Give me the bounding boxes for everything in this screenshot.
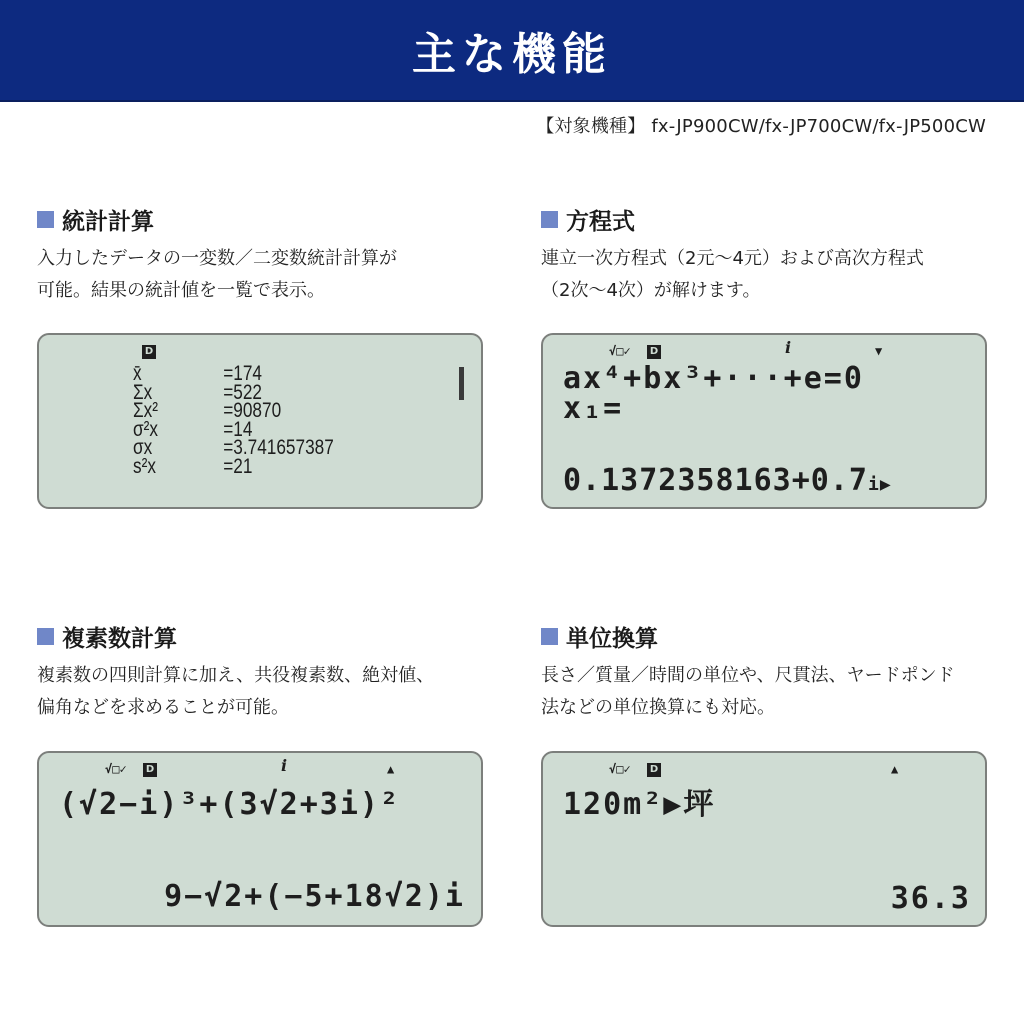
feature-equations xyxy=(541,203,991,307)
square-bullet-icon xyxy=(541,211,558,228)
calculator-screen-unit-conversion xyxy=(541,751,987,927)
scrollbar xyxy=(459,367,464,400)
degree-mode-indicator: D xyxy=(647,763,661,777)
feature-description: 複素数の四則計算に加え、共役複素数、絶対値、 偏角などを求めることが可能。 xyxy=(37,665,435,718)
complex-indicator: i xyxy=(281,756,288,775)
result-line: 9−√2+(−5+18√2)i xyxy=(164,879,465,914)
page-title: 主な機能 xyxy=(412,29,612,80)
degree-mode-indicator: D xyxy=(143,763,157,777)
target-models: 【対象機種】 fx-JP900CW/fx-JP700CW/fx-JP500CW xyxy=(536,116,986,137)
result-line: 0.1372358163+0.7i▶ xyxy=(563,463,892,498)
square-bullet-icon xyxy=(541,628,558,645)
expression-line: (√2−i)³+(3√2+3i)² xyxy=(59,787,401,822)
feature-title: 統計計算 xyxy=(62,208,154,235)
stats-list xyxy=(133,362,378,478)
degree-mode-indicator: D xyxy=(647,345,661,359)
root-label: x₁= xyxy=(563,391,624,426)
math-mode-indicator: √□✓ xyxy=(609,344,631,358)
square-bullet-icon xyxy=(37,628,54,645)
more-right-icon: i▶ xyxy=(867,474,892,495)
math-mode-indicator: √□✓ xyxy=(105,762,127,776)
scroll-up-indicator: ▲ xyxy=(891,762,899,776)
expression-line: 120m²▶坪 xyxy=(563,787,716,822)
scroll-down-indicator: ▼ xyxy=(875,344,883,358)
header-banner xyxy=(0,0,1024,102)
feature-description: 長さ／質量／時間の単位や、尺貫法、ヤードポンド 法などの単位換算にも対応。 xyxy=(541,665,955,718)
calculator-screen-statistics xyxy=(37,333,483,509)
feature-statistics xyxy=(37,203,487,307)
square-bullet-icon xyxy=(37,211,54,228)
feature-title: 単位換算 xyxy=(566,625,658,652)
feature-unit-conversion xyxy=(541,620,991,724)
calculator-screen-complex xyxy=(37,751,483,927)
calculator-screen-equations xyxy=(541,333,987,509)
stat-row: σ²x =14 xyxy=(133,417,253,441)
complex-indicator: i xyxy=(785,338,792,357)
stat-row: Σx² =90870 xyxy=(133,399,282,422)
feature-heading xyxy=(37,203,487,235)
math-mode-indicator: √□✓ xyxy=(609,762,631,776)
result-line: 36.3 xyxy=(890,881,971,916)
equation-line: ax⁴+bx³+···+e=0 xyxy=(563,361,864,396)
degree-mode-indicator: D xyxy=(142,345,156,359)
stat-row: x̄ =174 xyxy=(133,362,262,385)
scroll-up-indicator: ▲ xyxy=(387,762,395,776)
feature-complex xyxy=(37,620,487,724)
feature-title: 複素数計算 xyxy=(62,625,177,652)
feature-title: 方程式 xyxy=(566,208,635,235)
stat-row: s²x =21 xyxy=(133,454,253,478)
stat-row: σx =3.741657387 xyxy=(133,436,334,459)
feature-description: 連立一次方程式（2元～4元）および高次方程式 （2次～4次）が解けます。 xyxy=(541,248,924,301)
feature-description: 入力したデータの一変数／二変数統計計算が 可能。結果の統計値を一覧で表示。 xyxy=(37,248,397,301)
stat-row: Σx =522 xyxy=(133,380,262,404)
